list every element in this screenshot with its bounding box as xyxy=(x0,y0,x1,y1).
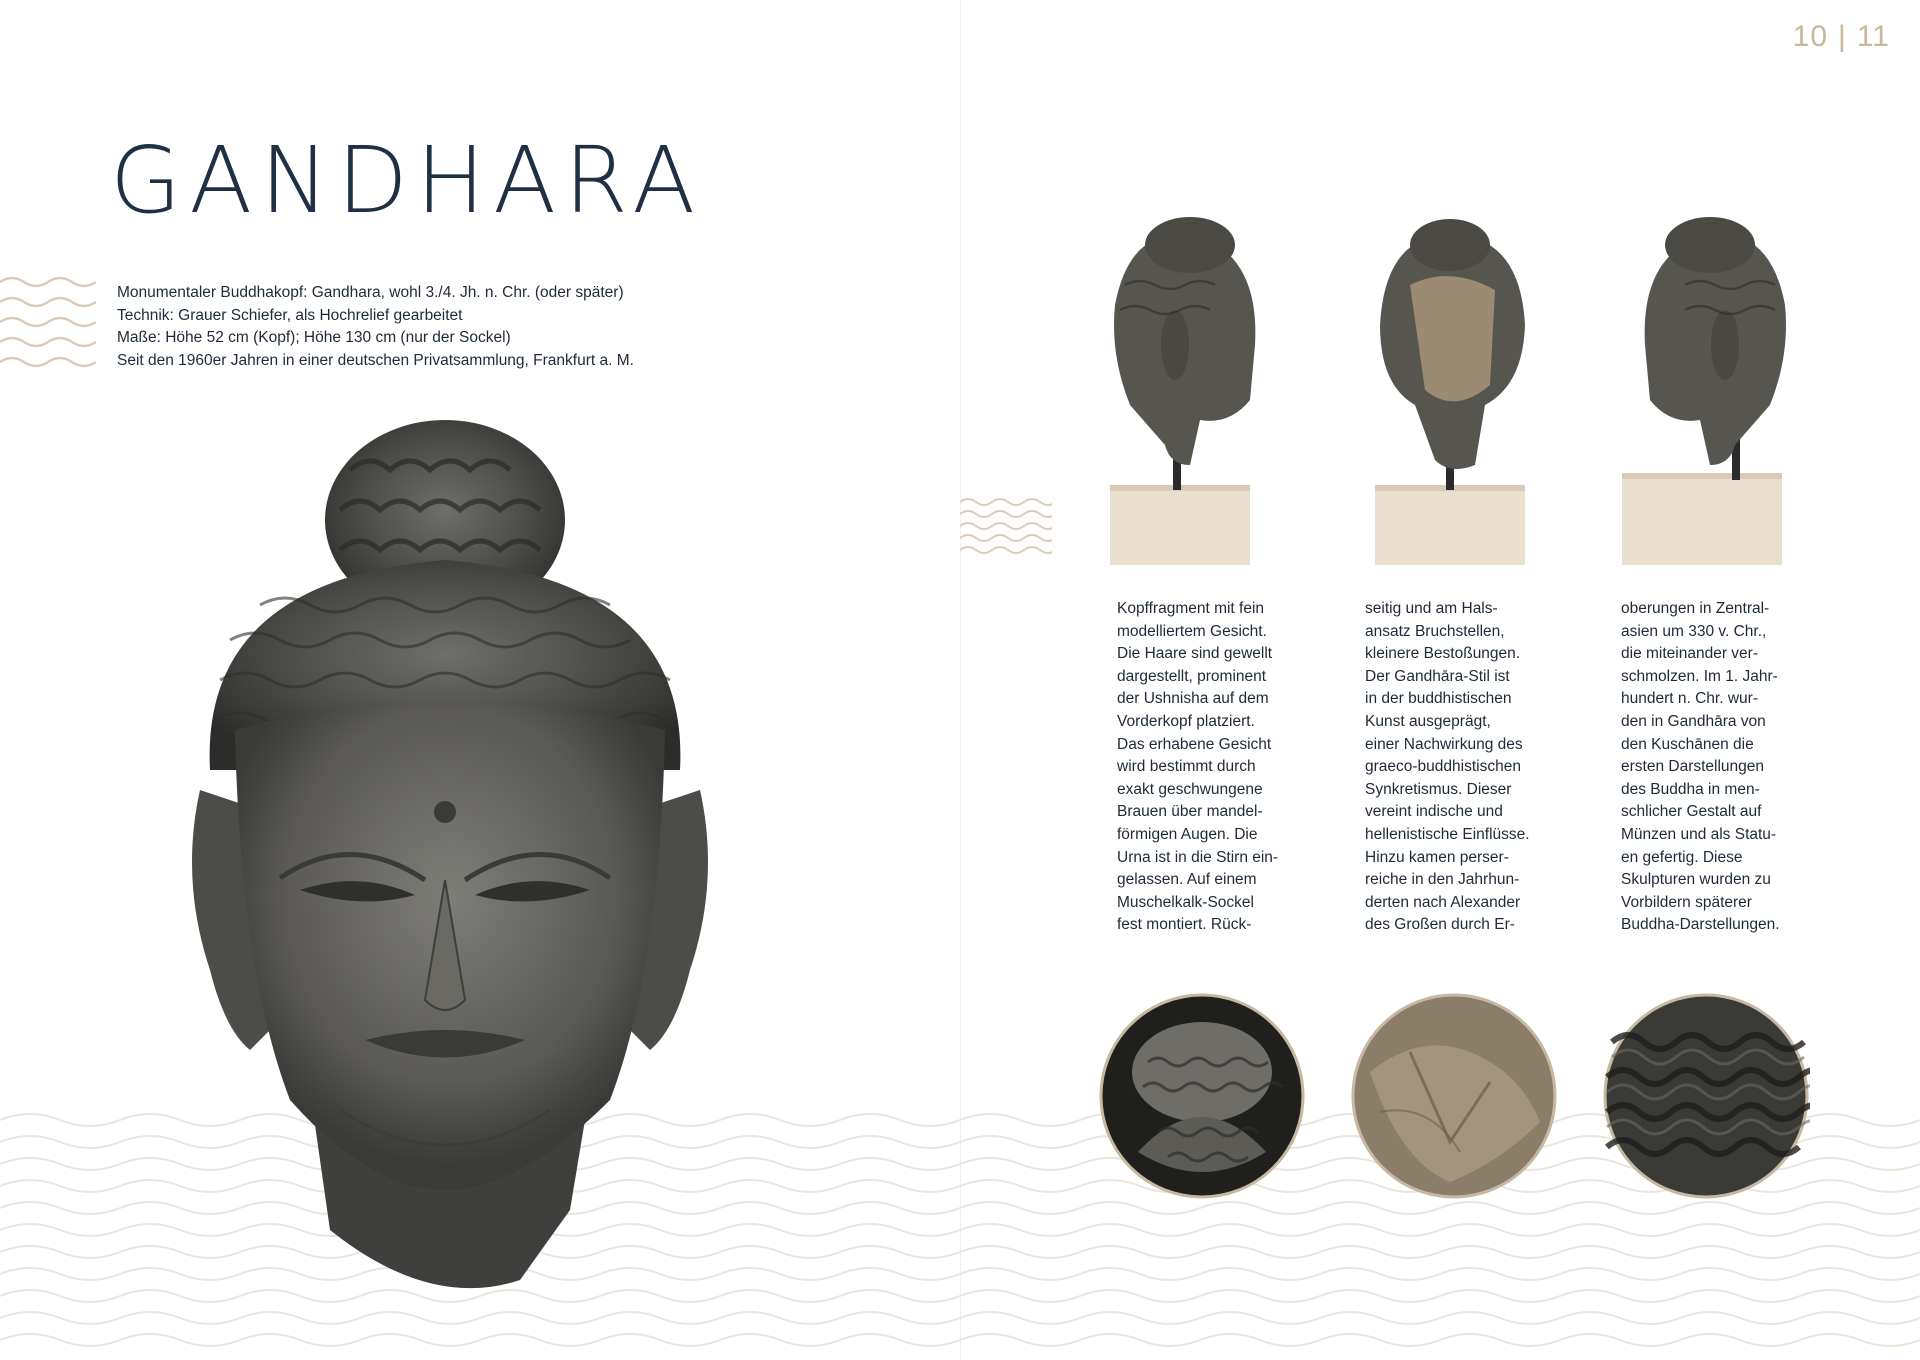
column-3-line: Vorbildern späterer xyxy=(1621,893,1752,911)
column-3-line: Skulpturen wurden zu xyxy=(1621,871,1771,889)
text-column-2 xyxy=(1365,598,1555,937)
detail-ushnisha-closeup xyxy=(1098,992,1306,1200)
artwork-metadata xyxy=(117,282,634,372)
meta-line-dimensions: Maße: Höhe 52 cm (Kopf); Höhe 130 cm (nur der Sockel) xyxy=(117,329,511,346)
wave-ornament-left xyxy=(0,272,96,376)
column-3-line: hundert n. Chr. wur- xyxy=(1621,690,1758,708)
column-1-line: Urna ist in die Stirn ein- xyxy=(1117,848,1279,866)
column-2-line: ansatz Bruchstellen, xyxy=(1365,622,1505,640)
column-1-line: förmigen Augen. Die xyxy=(1117,825,1258,843)
column-1-line: wird bestimmt durch xyxy=(1117,758,1256,776)
column-2-line: in der buddhistischen xyxy=(1365,690,1512,708)
buddha-head-image xyxy=(190,410,710,1310)
column-2-line: graeco-buddhistischen xyxy=(1365,758,1521,776)
page-number-left: 10 xyxy=(1792,20,1829,53)
detail-hair-curls-closeup xyxy=(1602,992,1810,1200)
column-3-line: ersten Darstellungen xyxy=(1621,758,1765,776)
column-2-line: einer Nachwirkung des xyxy=(1365,735,1523,753)
page-number-separator: | xyxy=(1838,20,1847,53)
column-2-line: Synkretismus. Dieser xyxy=(1365,780,1512,798)
text-column-1 xyxy=(1117,598,1307,937)
column-3-line: den Kuschānen die xyxy=(1621,735,1754,753)
column-3-line: Buddha-Darstellungen. xyxy=(1621,916,1780,934)
column-3-line: den in Gandhāra von xyxy=(1621,712,1766,730)
column-3-line: oberungen in Zentral- xyxy=(1621,600,1770,617)
column-1-line: gelassen. Auf einem xyxy=(1117,871,1257,889)
page-number xyxy=(1793,20,1890,54)
page-number-right: 11 xyxy=(1856,20,1890,53)
column-1-line: der Ushnisha auf dem xyxy=(1117,690,1269,708)
column-2-line: Kunst ausgeprägt, xyxy=(1365,712,1491,730)
buddha-back-view xyxy=(1355,215,1555,565)
column-1-line: Das erhabene Gesicht xyxy=(1117,735,1272,753)
meta-line-dating: Monumentaler Buddhakopf: Gandhara, wohl 3./4. Jh. n. Chr. (oder später) xyxy=(117,284,624,301)
column-1-line: Die Haare sind gewellt xyxy=(1117,645,1273,663)
column-2-line: kleinere Bestoßungen. xyxy=(1365,645,1521,663)
column-2-line: derten nach Alexander xyxy=(1365,893,1521,911)
column-3-line: schmolzen. Im 1. Jahr- xyxy=(1621,667,1778,685)
text-column-3 xyxy=(1621,598,1811,937)
column-2-line: vereint indische und xyxy=(1365,803,1503,821)
buddha-side-view-right xyxy=(1090,215,1290,565)
meta-line-provenance: Seit den 1960er Jahren in einer deutschen Privatsammlung, Frankfurt a. M. xyxy=(117,351,634,369)
column-1-line: Muschelkalk-Sockel xyxy=(1117,893,1254,911)
column-2-line: Hinzu kamen perser- xyxy=(1365,848,1509,866)
column-1-line: fest montiert. Rück- xyxy=(1117,916,1252,934)
page-title: GANDHARA xyxy=(110,127,704,234)
column-2-line: reiche in den Jahrhun- xyxy=(1365,871,1520,889)
column-2-line: seitig und am Hals- xyxy=(1365,600,1498,617)
buddha-side-view-left xyxy=(1610,215,1810,565)
column-3-line: des Buddha in men- xyxy=(1621,780,1760,798)
column-3-line: Münzen und als Statu- xyxy=(1621,825,1777,843)
column-1-line: Vorderkopf platziert. xyxy=(1117,712,1255,730)
column-1-line: Kopffragment mit fein xyxy=(1117,600,1265,617)
column-2-line: des Großen durch Er- xyxy=(1365,916,1515,934)
column-1-line: exakt geschwungene xyxy=(1117,780,1263,798)
column-3-line: en gefertig. Diese xyxy=(1621,848,1743,866)
column-3-line: asien um 330 v. Chr., xyxy=(1621,622,1767,640)
wave-ornament-right xyxy=(960,496,1052,560)
detail-stone-fracture-closeup xyxy=(1350,992,1558,1200)
column-1-line: Brauen über mandel- xyxy=(1117,803,1263,821)
column-2-line: hellenistische Einflüsse. xyxy=(1365,825,1530,843)
column-1-line: dargestellt, prominent xyxy=(1117,667,1267,685)
column-3-line: schlicher Gestalt auf xyxy=(1621,803,1762,821)
column-1-line: modelliertem Gesicht. xyxy=(1117,622,1267,640)
column-3-line: die miteinander ver- xyxy=(1621,645,1758,663)
column-2-line: Der Gandhāra-Stil ist xyxy=(1365,667,1510,685)
meta-line-technique: Technik: Grauer Schiefer, als Hochrelief gearbeitet xyxy=(117,306,463,324)
